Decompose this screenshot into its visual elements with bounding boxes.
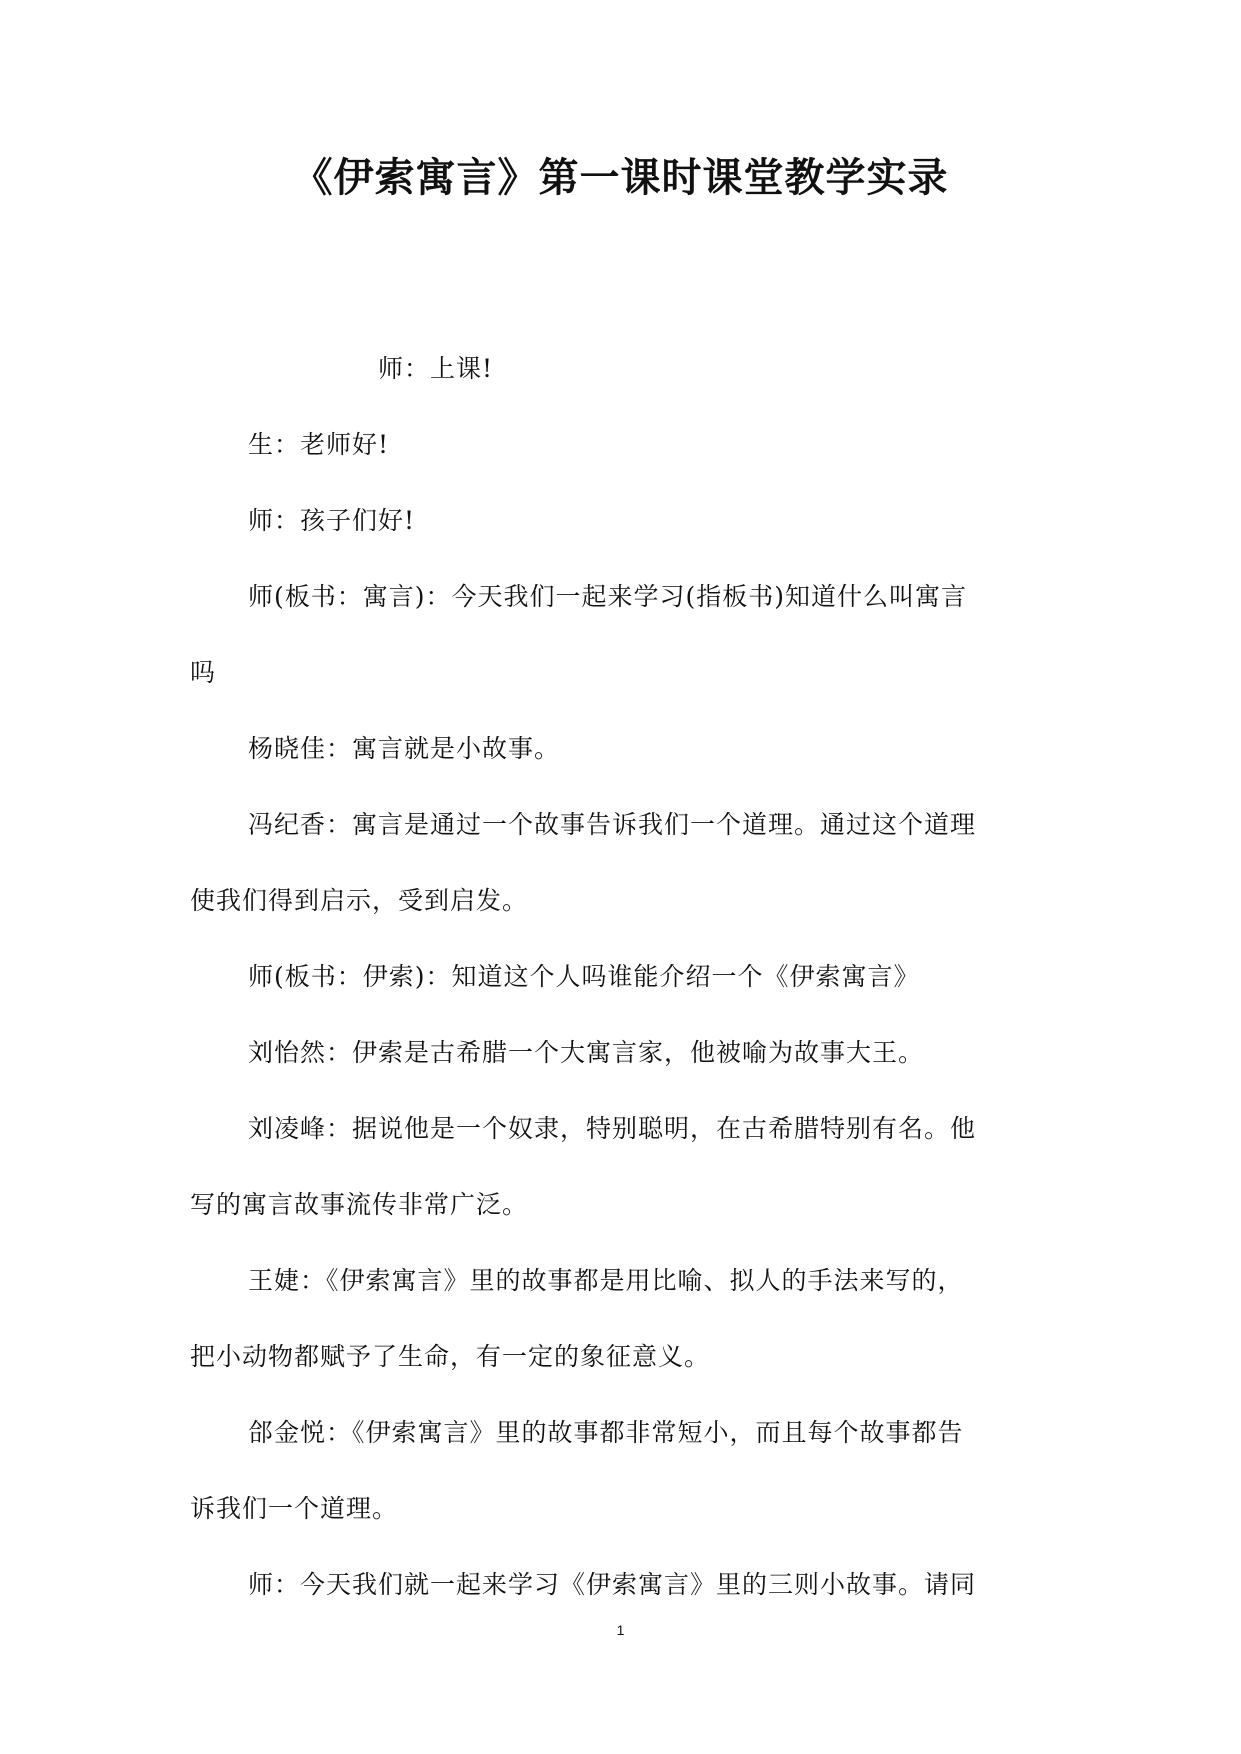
paragraph [190, 1243, 1070, 1395]
paragraph-continuation: 吗 [190, 658, 217, 687]
paragraph [190, 1547, 1070, 1623]
paragraph-continuation: 把小动物都赋予了生命，有一定的象征意义。 [190, 1342, 711, 1371]
paragraph-line: 生：老师好! [248, 430, 390, 459]
paragraph [190, 483, 1070, 559]
document-body [190, 331, 1070, 1623]
paragraph [190, 1395, 1070, 1547]
page-number: 1 [616, 1622, 625, 1638]
paragraph-line: 师：上课! [378, 354, 494, 383]
paragraph [190, 1091, 1070, 1243]
document-title: 《伊索寓言》第一课时课堂教学实录 [292, 154, 949, 201]
paragraph [190, 1015, 1070, 1091]
paragraph-line: 师：孩子们好! [248, 506, 416, 535]
paragraph-continuation: 使我们得到启示，受到启发。 [190, 886, 529, 915]
paragraph-line: 杨晓佳：寓言就是小故事。 [248, 734, 561, 763]
paragraph-line: 王婕：《伊索寓言》里的故事都是用比喻、拟人的手法来写的， [248, 1266, 964, 1295]
paragraph-line: 师：今天我们就一起来学习《伊索寓言》里的三则小故事。请同 [248, 1570, 977, 1599]
paragraph-line: 刘凌峰：据说他是一个奴隶，特别聪明，在古希腊特别有名。他 [248, 1114, 977, 1143]
paragraph [190, 407, 1070, 483]
paragraph [190, 787, 1070, 939]
paragraph-continuation: 诉我们一个道理。 [190, 1494, 399, 1523]
paragraph-line: 郃金悦：《伊索寓言》里的故事都非常短小，而且每个故事都告 [248, 1418, 964, 1447]
paragraph-line: 冯纪香：寓言是通过一个故事告诉我们一个道理。通过这个道理 [248, 810, 977, 839]
paragraph-continuation: 写的寓言故事流传非常广泛。 [190, 1190, 529, 1219]
paragraph [190, 559, 1070, 711]
paragraph-line: 师(板书：寓言)：今天我们一起来学习(指板书)知道什么叫寓言 [248, 582, 968, 611]
paragraph [190, 939, 1070, 1015]
paragraph-line: 师(板书：伊索)：知道这个人吗谁能介绍一个《伊索寓言》 [248, 962, 920, 991]
paragraph [190, 711, 1070, 787]
paragraph-line: 刘怡然：伊索是古希腊一个大寓言家，他被喻为故事大王。 [248, 1038, 925, 1067]
paragraph [190, 331, 1070, 407]
